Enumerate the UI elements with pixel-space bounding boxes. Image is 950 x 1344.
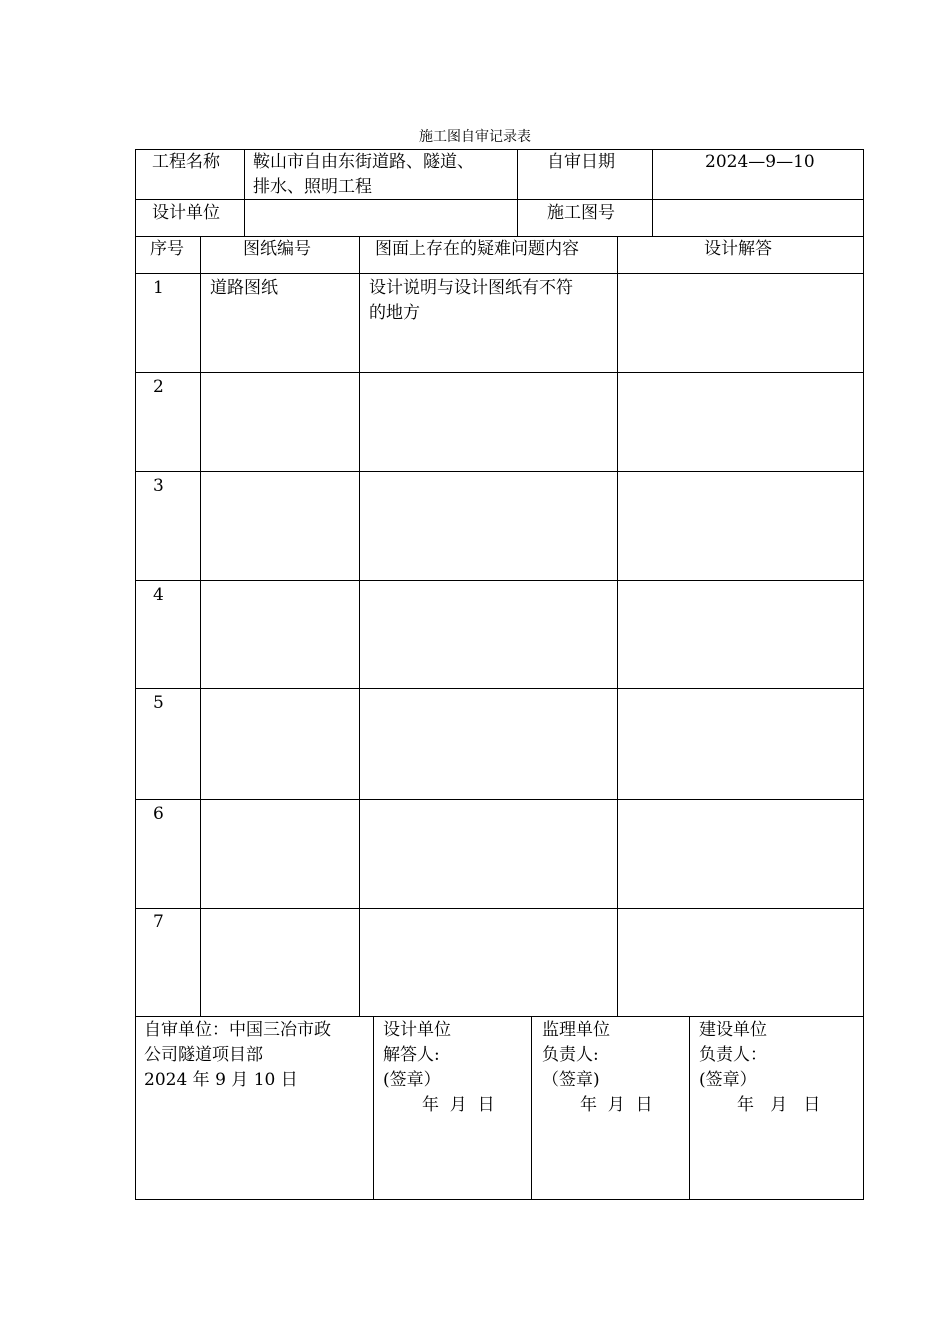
project-name-label: 工程名称 (152, 152, 220, 172)
project-name-line: 排水、照明工程 (253, 177, 372, 197)
signoff-seal: (签章） (383, 1070, 441, 1090)
column-header-issue: 图面上存在的疑难问题内容 (375, 239, 579, 259)
divider (135, 199, 864, 200)
row-number: 5 (153, 693, 164, 713)
signoff-unit: 设计单位 (383, 1020, 451, 1040)
self-review-unit (144, 1018, 331, 1093)
signoff-seal: （签章) (542, 1070, 600, 1090)
column-header-drawing: 图纸编号 (243, 239, 311, 259)
design-unit-label: 设计单位 (152, 203, 220, 223)
divider (359, 236, 360, 1017)
signoff-person: 负责人: (542, 1045, 599, 1065)
row-number: 6 (153, 804, 164, 824)
signoff-date: 年 月 日 (737, 1095, 821, 1115)
divider (244, 149, 245, 237)
construction-signoff (699, 1018, 820, 1118)
divider (135, 471, 864, 472)
divider (135, 1016, 864, 1017)
review-date-value: 2024—9—10 (705, 152, 815, 172)
column-header-no: 序号 (150, 239, 184, 259)
row-number: 3 (153, 476, 164, 496)
signoff-person: 负责人： (699, 1045, 767, 1065)
divider (135, 372, 864, 373)
divider (135, 908, 864, 909)
divider (200, 236, 201, 1017)
self-review-date: 2024 年 9 月 10 日 (144, 1070, 298, 1090)
design-signoff (383, 1018, 495, 1118)
divider (135, 580, 864, 581)
divider (531, 1016, 532, 1200)
drawing-number-label: 施工图号 (547, 203, 615, 223)
form-title: 施工图自审记录表 (419, 129, 531, 145)
divider (689, 1016, 690, 1200)
signoff-date: 年 月 日 (422, 1095, 495, 1115)
row-drawing: 道路图纸 (210, 278, 278, 298)
divider (135, 273, 864, 274)
row-number: 7 (153, 912, 164, 932)
divider (517, 149, 518, 237)
signoff-person: 解答人: (383, 1045, 440, 1065)
divider (652, 149, 653, 237)
row-number: 1 (153, 278, 164, 298)
divider (373, 1016, 374, 1200)
self-review-line: 公司隧道项目部 (144, 1045, 263, 1065)
row-issue-line: 的地方 (369, 303, 420, 323)
signoff-date: 年 月 日 (580, 1095, 653, 1115)
row-number: 4 (153, 585, 164, 605)
row-number: 2 (153, 377, 164, 397)
review-date-label: 自审日期 (547, 152, 615, 172)
row-issue (369, 276, 573, 326)
supervision-signoff (542, 1018, 653, 1118)
column-header-answer: 设计解答 (704, 239, 772, 259)
divider (135, 688, 864, 689)
signoff-unit: 建设单位 (699, 1020, 767, 1040)
signoff-seal: (签章） (699, 1070, 757, 1090)
divider (135, 799, 864, 800)
self-review-line: 自审单位：中国三冶市政 (144, 1020, 331, 1040)
project-name-line: 鞍山市自由东街道路、隧道、 (253, 152, 474, 172)
project-name-value (253, 150, 474, 200)
row-issue-line: 设计说明与设计图纸有不符 (369, 278, 573, 298)
signoff-unit: 监理单位 (542, 1020, 610, 1040)
divider (617, 236, 618, 1017)
